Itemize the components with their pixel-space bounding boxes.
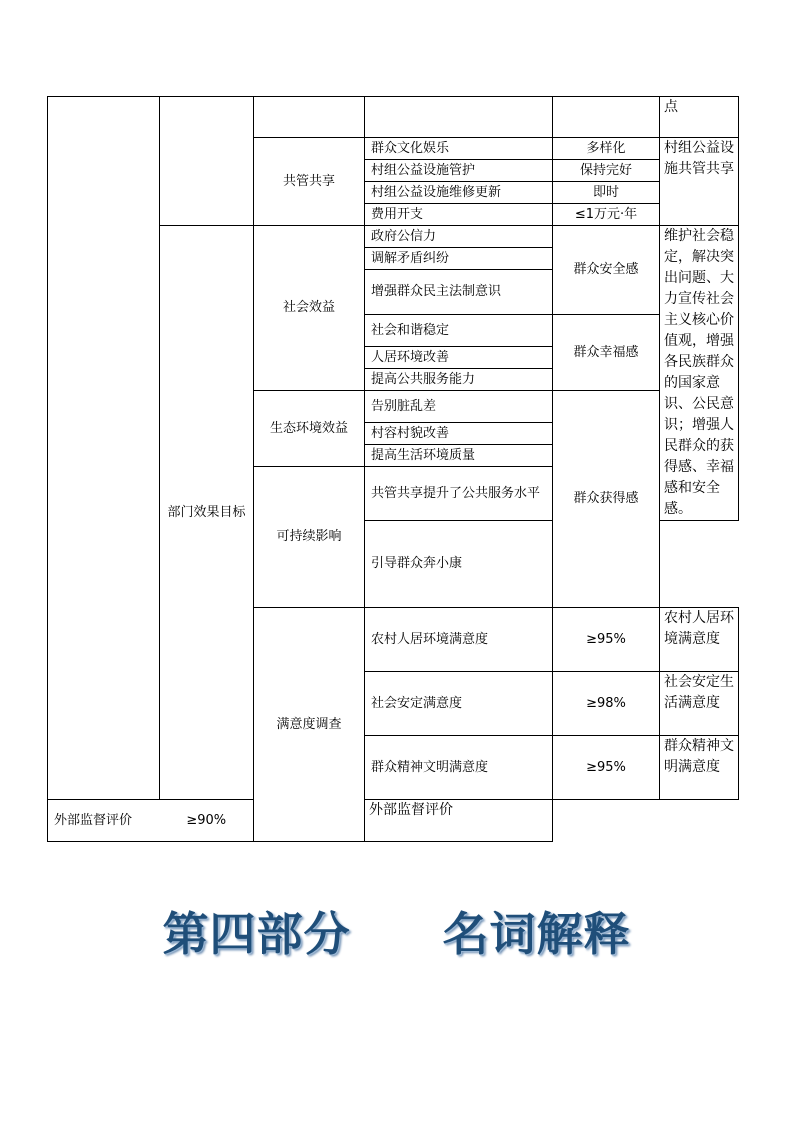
first-column-cell bbox=[48, 97, 160, 800]
manyidu-note-3: 群众精神文明满意度 bbox=[660, 736, 739, 800]
gongguan-value-1: 多样化 bbox=[553, 138, 660, 160]
shengtai-indicator-3: 提高生活环境质量 bbox=[365, 445, 553, 467]
dept-effect-label: 部门效果目标 bbox=[160, 226, 254, 800]
kechixu-indicator-2: 引导群众奔小康 bbox=[365, 521, 553, 608]
shengtai-indicator-2: 村容村貌改善 bbox=[365, 423, 553, 445]
big-note: 维护社会稳定，解决突出问题、大力宣传社会主义核心价值观，增强各民族群众的国家意识、公民意识；增强人民群众的获得感、幸福感和安全感。 bbox=[660, 226, 739, 521]
manyidu-note-2: 社会安定生活满意度 bbox=[660, 672, 739, 736]
manyidu-note-1: 农村人居环境满意度 bbox=[660, 608, 739, 672]
performance-target-table bbox=[47, 96, 739, 842]
shehui-value-2: 群众幸福感 bbox=[553, 315, 660, 391]
top-note-cell: 点 bbox=[660, 97, 739, 138]
shehui-indicator-2: 调解矛盾纠纷 bbox=[365, 248, 553, 270]
gongguan-value-3: 即时 bbox=[553, 182, 660, 204]
section-heading bbox=[0, 898, 793, 964]
gongguan-label: 共管共享 bbox=[254, 138, 365, 226]
gongguan-indicator-2: 村组公益设施管护 bbox=[365, 160, 553, 182]
shengtai-indicator-1: 告别脏乱差 bbox=[365, 391, 553, 423]
manyidu-label: 满意度调查 bbox=[254, 608, 365, 842]
manyidu-value-2: ≥98% bbox=[553, 672, 660, 736]
gongguan-value-4: ≤1万元·年 bbox=[553, 204, 660, 226]
kechixu-indicator-1: 共管共享提升了公共服务水平 bbox=[365, 467, 553, 521]
kechixu-value: 群众获得感 bbox=[553, 391, 660, 608]
manyidu-indicator-1: 农村人居环境满意度 bbox=[365, 608, 553, 672]
shehui-label: 社会效益 bbox=[254, 226, 365, 391]
gongguan-value-2: 保持完好 bbox=[553, 160, 660, 182]
third-column-top-cell bbox=[254, 97, 365, 138]
section-title: 名词解释 bbox=[442, 907, 631, 961]
manyidu-value-1: ≥95% bbox=[553, 608, 660, 672]
manyidu-indicator-2: 社会安定满意度 bbox=[365, 672, 553, 736]
manyidu-value-3: ≥95% bbox=[553, 736, 660, 800]
shehui-indicator-5: 人居环境改善 bbox=[365, 347, 553, 369]
gongguan-indicator-3: 村组公益设施维修更新 bbox=[365, 182, 553, 204]
kechixu-label: 可持续影响 bbox=[254, 467, 365, 608]
second-column-top-cell bbox=[160, 97, 254, 226]
shehui-indicator-4: 社会和谐稳定 bbox=[365, 315, 553, 347]
shehui-value-1: 群众安全感 bbox=[553, 226, 660, 315]
section-part: 第四部分 bbox=[162, 907, 351, 961]
shehui-indicator-6: 提高公共服务能力 bbox=[365, 369, 553, 391]
gongguan-note: 村组公益设施共管共享 bbox=[660, 138, 739, 226]
shehui-indicator-1: 政府公信力 bbox=[365, 226, 553, 248]
shehui-indicator-3: 增强群众民主法制意识 bbox=[365, 270, 553, 315]
gongguan-indicator-1: 群众文化娱乐 bbox=[365, 138, 553, 160]
manyidu-value-4: ≥90% bbox=[160, 800, 254, 842]
manyidu-indicator-4: 外部监督评价 bbox=[48, 800, 160, 842]
manyidu-note-4: 外部监督评价 bbox=[365, 800, 553, 842]
shengtai-label: 生态环境效益 bbox=[254, 391, 365, 467]
value-top-cell bbox=[553, 97, 660, 138]
manyidu-indicator-3: 群众精神文明满意度 bbox=[365, 736, 553, 800]
indicator-top-cell bbox=[365, 97, 553, 138]
gongguan-indicator-4: 费用开支 bbox=[365, 204, 553, 226]
